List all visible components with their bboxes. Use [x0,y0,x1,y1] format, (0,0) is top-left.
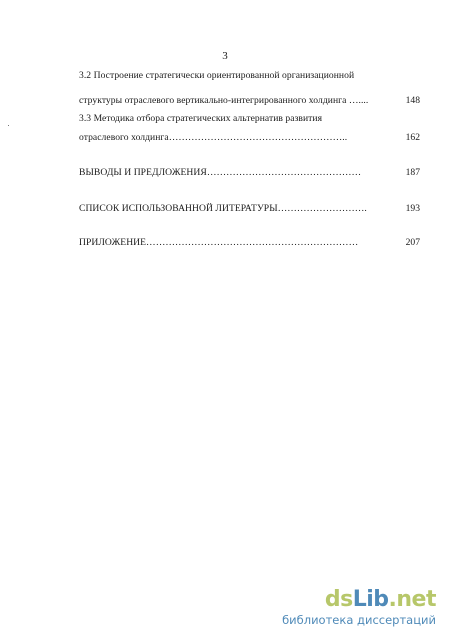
toc-entry-3-2-line2: структуры отраслевого вертикально-интегрированного холдинга ….... [79,95,369,106]
toc-entry-references-title: СПИСОК ИСПОЛЬЗОВАННОЙ ЛИТЕРАТУРЫ………………………. [79,203,367,214]
toc-entry-3-3-line2: отраслевого холдинга……………………………………………….. [79,132,348,143]
toc-entry-3-2-line1: 3.2 Построение стратегически ориентированной организационной [79,70,355,81]
logo-part-net: .net [388,587,436,612]
toc-entry-appendix-title: ПРИЛОЖЕНИЕ………………………………………………………… [79,237,359,248]
dslib-logo [282,589,436,611]
toc-entry-appendix-page: 207 [405,237,420,248]
dslib-watermark [282,589,436,627]
dslib-caption: библиотека диссертаций [282,613,436,627]
toc-entry-3-2-page: 148 [405,95,420,106]
logo-part-lib: Lib [352,587,389,612]
logo-part-ds: ds [324,587,353,612]
toc-entry-3-3-page: 162 [405,132,420,143]
toc-entry-references-page: 193 [405,203,420,214]
toc-entry-conclusions-page: 187 [405,167,420,178]
page-number: 3 [222,50,228,62]
toc-entry-conclusions-title: ВЫВОДЫ И ПРЕДЛОЖЕНИЯ………………………………………… [79,167,362,178]
toc-entry-3-3-line1: 3.3 Методика отбора стратегических альтернатив развития [79,113,323,124]
scan-speck [8,125,9,126]
